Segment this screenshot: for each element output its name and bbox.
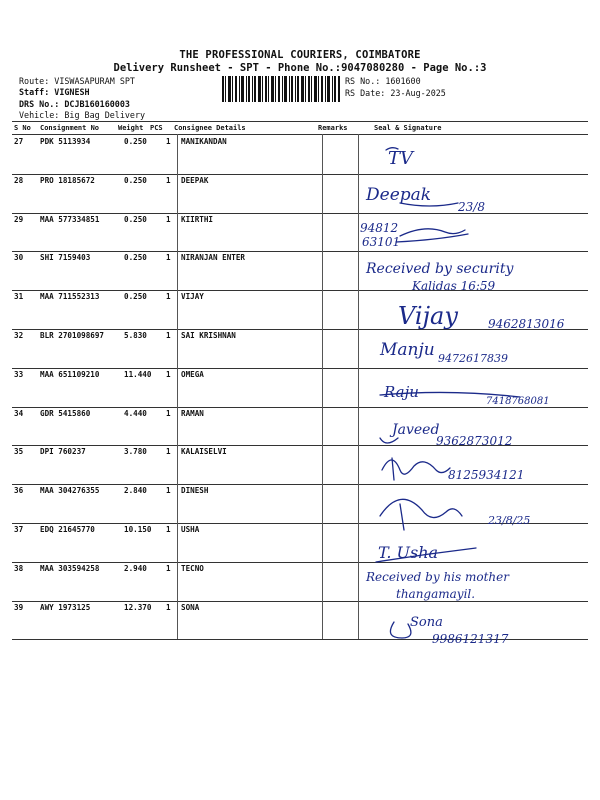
sig-text-27: TV [388, 148, 414, 169]
cell-weight: 12.370 [124, 602, 152, 612]
cell-sno: 27 [14, 137, 24, 146]
cell-pcs: 1 [166, 447, 171, 457]
sig-text-34b: 9362873012 [436, 434, 513, 448]
signature-row-30 [365, 261, 514, 293]
cell-weight: 0.250 [124, 137, 147, 146]
cell-weight: 3.780 [124, 447, 147, 457]
sig-text-28a: Deepak [366, 185, 432, 205]
cell-consignment-no: EDQ 21645770 [40, 525, 95, 534]
cell-consignee: USHA [181, 525, 200, 534]
cell-sno: 28 [14, 175, 24, 185]
sig-text-29b: 63101 [362, 235, 401, 249]
col-header-signature: Seal & Signature [374, 124, 442, 132]
cell-pcs: 1 [166, 292, 171, 302]
col-header-sno: S No [14, 124, 31, 132]
cell-weight: 11.440 [124, 369, 152, 379]
col-header-consignment: Consignment No [40, 124, 100, 132]
cell-sno: 38 [14, 563, 24, 573]
cell-consignee: TECNO [181, 563, 204, 573]
cell-weight: 2.840 [124, 486, 147, 496]
sig-stroke [400, 229, 465, 236]
sig-text-38a: Received by his mother [366, 570, 509, 584]
sig-stroke [396, 234, 468, 242]
cell-consignee: KIIRTHI [181, 214, 214, 224]
sig-text-32b: 9472617839 [438, 352, 508, 365]
cell-consignment-no: DPI 760237 [40, 447, 86, 457]
cell-pcs: 1 [166, 369, 171, 379]
signature-row-38 [365, 570, 510, 601]
cell-weight: 0.250 [124, 175, 147, 185]
cell-consignment-no: AWY 1973125 [40, 602, 91, 612]
cell-sno: 37 [14, 525, 24, 534]
cell-consignment-no: MAA 711552313 [40, 292, 100, 302]
cell-pcs: 1 [166, 408, 171, 418]
signature-row-29 [360, 221, 468, 249]
signature-row-33 [380, 383, 550, 407]
sig-stroke [380, 499, 462, 517]
cell-sno: 32 [14, 331, 24, 340]
rs-date: RS Date: 23-Aug-2025 [345, 88, 446, 98]
sig-stroke [400, 504, 404, 530]
cell-pcs: 1 [166, 486, 171, 496]
cell-weight: 0.250 [124, 292, 147, 302]
route-label: Route: VISWASAPURAM SPT [19, 76, 135, 86]
runsheet-subtitle: Delivery Runsheet - SPT - Phone No.:9047080280 - Page No.:3 [113, 62, 487, 74]
cell-consignment-no: PRO 18185672 [40, 175, 95, 185]
col-header-weight: Weight [118, 124, 144, 132]
cell-weight: 10.150 [124, 525, 152, 534]
cell-pcs: 1 [166, 175, 171, 185]
sig-text-31a: Vijay [398, 302, 458, 330]
cell-consignee: KALAISELVI [181, 447, 227, 457]
sig-text-29a: 94812 [360, 221, 399, 235]
cell-pcs: 1 [166, 137, 171, 146]
sig-stroke [380, 438, 398, 443]
cell-consignee: NIRANJAN ENTER [181, 253, 246, 263]
cell-consignment-no: MAA 577334851 [40, 214, 100, 224]
cell-consignee: OMEGA [181, 369, 204, 379]
cell-sno: 39 [14, 602, 24, 612]
cell-weight: 2.940 [124, 563, 147, 573]
cell-pcs: 1 [166, 331, 171, 340]
cell-consignee: SAI KRISHNAN [181, 331, 236, 340]
sig-text-31b: 9462813016 [488, 317, 565, 331]
vehicle-label: Vehicle: Big Bag Delivery [19, 110, 146, 120]
sig-text-33a: Raju [384, 383, 419, 401]
sig-text-36: 23/8/25 [488, 514, 531, 527]
cell-consignment-no: SHI 7159403 [40, 253, 91, 263]
cell-weight: 0.250 [124, 214, 147, 224]
cell-consignment-no: BLR 2701098697 [40, 331, 105, 340]
cell-consignment-no: MAA 304276355 [40, 486, 100, 496]
sig-text-37: T. Usha [378, 543, 439, 562]
cell-weight: 4.440 [124, 408, 147, 418]
cell-sno: 30 [14, 253, 24, 263]
cell-consignee: DEEPAK [181, 175, 209, 185]
cell-sno: 29 [14, 214, 24, 224]
cell-sno: 34 [14, 408, 24, 418]
sig-text-30b: Kalidas 16:59 [412, 279, 496, 293]
cell-consignee: VIJAY [181, 292, 204, 302]
signature-row-27 [386, 148, 415, 169]
cell-consignment-no: GDR 5415860 [40, 408, 91, 418]
cell-consignee: SONA [181, 602, 200, 612]
company-title: THE PROFESSIONAL COURIERS, COIMBATORE [179, 49, 421, 61]
cell-pcs: 1 [166, 525, 171, 534]
cell-pcs: 1 [166, 602, 171, 612]
cell-consignee: DINESH [181, 486, 209, 496]
col-header-remarks: Remarks [318, 124, 348, 132]
sig-stroke [390, 622, 410, 638]
signature-row-32 [379, 340, 508, 365]
sig-text-33b: 7418768081 [486, 396, 550, 407]
sig-text-34a: Javeed [392, 422, 440, 438]
signature-row-35 [382, 458, 524, 482]
cell-consignment-no: PDK 5113934 [40, 137, 91, 146]
sig-text-32a: Manju [380, 340, 435, 360]
signature-row-28 [365, 185, 485, 214]
sig-text-38b: thangamayil. [396, 587, 476, 601]
sig-text-35: 8125934121 [448, 468, 525, 482]
signature-row-31 [398, 302, 565, 331]
sig-text-39a: Sona [410, 615, 443, 630]
sig-text-30a: Received by security [366, 261, 514, 277]
signature-row-34 [380, 422, 512, 448]
cell-sno: 31 [14, 292, 24, 302]
cell-sno: 33 [14, 369, 24, 379]
cell-pcs: 1 [166, 214, 171, 224]
rs-number: RS No.: 1601600 [345, 76, 421, 86]
drs-label: DRS No.: DCJB160160003 [19, 99, 130, 109]
cell-weight: 0.250 [124, 253, 147, 263]
cell-consignment-no: MAA 303594258 [40, 563, 100, 573]
signature-row-36 [380, 499, 530, 530]
signature-row-37 [376, 543, 476, 562]
cell-sno: 35 [14, 447, 24, 457]
sig-text-28b: 23/8 [458, 200, 485, 214]
cell-sno: 36 [14, 486, 24, 496]
col-header-consignee: Consignee Details [174, 124, 246, 132]
cell-pcs: 1 [166, 253, 171, 263]
cell-pcs: 1 [166, 563, 171, 573]
cell-consignee: RAMAN [181, 408, 204, 418]
col-header-pcs: PCS [150, 124, 163, 132]
staff-label: Staff: VIGNESH [19, 87, 90, 97]
cell-consignment-no: MAA 651109210 [40, 369, 100, 379]
sig-text-39b: 9986121317 [432, 632, 509, 646]
signature-row-39 [390, 615, 508, 646]
cell-consignee: MANIKANDAN [181, 137, 227, 146]
cell-weight: 5.830 [124, 331, 147, 340]
